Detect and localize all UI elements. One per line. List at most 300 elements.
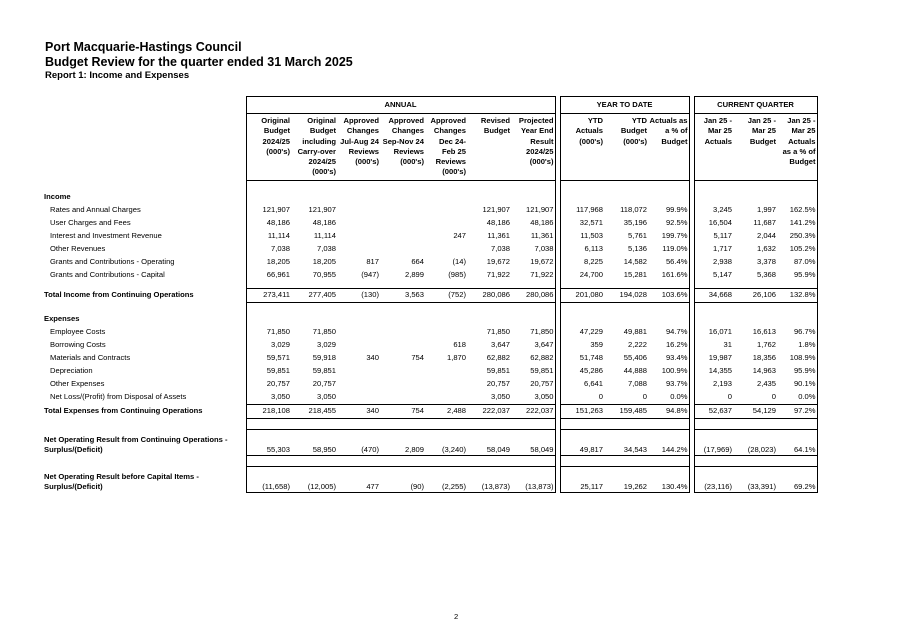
value-cell: (90) [380,466,425,492]
value-cell: 7,088 [627,379,647,389]
net-result-before-capital-row [43,466,817,492]
value-cell: 161.6% [648,269,689,282]
col-header-quarter-2: Jan 25 - Mar 25 Actuals as a % of Budget [777,114,817,181]
row-label: Grants and Contributions - Operating [50,257,175,267]
value-cell: (23,116) [694,466,733,492]
value-cell: 71,922 [486,270,510,280]
value-cell: 222,037 [467,404,511,418]
value-cell: 218,108 [246,404,291,418]
value-cell: (14) [452,257,466,267]
value-cell: 52,637 [694,404,733,418]
empty-cell [511,180,555,191]
value-cell: 11,687 [753,218,776,228]
value-cell [425,378,467,391]
row-label: Grants and Contributions - Capital [50,270,165,280]
empty-cell [694,180,733,191]
row-label [43,429,246,455]
empty-cell [291,313,337,326]
row-label: Materials and Contracts [50,353,131,363]
empty-cell [694,455,733,466]
value-cell: 58,049 [511,429,555,455]
value-cell: (12,005) [291,466,337,492]
value-cell: 144.2% [648,429,689,455]
value-cell: 477 [337,466,380,492]
value-cell: 119.0% [648,243,689,256]
empty-cell [425,302,467,313]
empty-cell [777,191,817,204]
value-cell: 280,086 [511,288,555,302]
empty-cell [380,191,425,204]
empty-cell [777,418,817,429]
value-cell: (947) [361,270,379,280]
value-cell [380,326,425,339]
value-cell: 3,647 [511,339,555,352]
value-cell [337,204,380,217]
value-cell: 48,186 [312,218,336,228]
value-cell: 44,888 [623,366,647,376]
value-cell: 817 [366,257,379,267]
value-cell: 19,987 [694,352,733,365]
value-cell: 95.9% [777,365,817,378]
value-cell: 0 [694,391,733,405]
value-cell: 7,038 [316,244,336,254]
value-cell: 94.7% [648,326,689,339]
value-cell: 51,748 [560,352,604,365]
group-current-quarter: CURRENT QUARTER [694,97,817,114]
value-cell: 69.2% [777,466,817,492]
value-cell: 121,907 [308,205,336,215]
empty-cell [560,302,604,313]
value-cell: 48,186 [486,218,510,228]
value-cell: 5,117 [694,230,733,243]
value-cell [380,217,425,230]
value-cell [380,204,425,217]
value-cell [337,243,380,256]
value-cell: 3,029 [246,339,291,352]
col-header-annual-3: Approved Changes Sep-Nov 24 Reviews (000's) [380,114,425,181]
value-cell: 0 [560,391,604,405]
value-cell: 18,205 [312,257,336,267]
value-cell: 59,571 [246,352,291,365]
total-income-row [43,288,817,302]
table-row [43,378,817,391]
empty-cell [246,313,291,326]
empty-cell [733,418,777,429]
value-cell: 19,262 [604,466,648,492]
value-cell [337,365,380,378]
value-cell: 93.4% [648,352,689,365]
value-cell: 87.0% [777,256,817,269]
col-header-ytd-0: YTD Actuals (000's) [560,114,604,181]
value-cell: 92.5% [648,217,689,230]
value-cell: (11,658) [246,466,291,492]
value-cell: 7,038 [511,243,555,256]
value-cell: 117,968 [560,204,604,217]
value-cell: 7,038 [490,244,510,254]
value-cell: 103.6% [648,288,689,302]
value-cell: 194,028 [604,288,648,302]
value-cell: 1,632 [756,244,776,254]
value-cell: 45,286 [560,365,604,378]
empty-cell [560,180,604,191]
empty-cell [694,302,733,313]
empty-cell [511,313,555,326]
value-cell: 48,186 [246,217,291,230]
empty-cell [467,180,511,191]
table-row [43,391,817,405]
value-cell: 70,955 [312,270,336,280]
row-label: Employee Costs [50,327,106,337]
value-cell: 48,186 [511,217,555,230]
value-cell: 11,503 [560,230,604,243]
value-cell: 59,851 [246,365,291,378]
value-cell [337,339,380,352]
row-label-line2: Surplus/(Deficit) [44,445,103,455]
value-cell: 3,050 [316,392,336,402]
value-cell: 14,963 [752,366,776,376]
value-cell [337,391,380,405]
empty-cell [648,455,689,466]
row-label: Total Income from Continuing Operations [44,290,194,300]
value-cell: 11,361 [487,231,510,241]
value-cell: 59,851 [486,366,510,376]
value-cell [425,391,467,405]
value-cell: 754 [380,404,425,418]
value-cell: 71,850 [511,326,555,339]
empty-cell [604,191,648,204]
value-cell: 58,950 [291,429,337,455]
value-cell [337,217,380,230]
value-cell: 55,303 [246,429,291,455]
value-cell: 71,850 [246,326,291,339]
value-cell [425,365,467,378]
value-cell: 105.2% [777,243,817,256]
value-cell: 6,641 [560,378,604,391]
row-label: Borrowing Costs [50,340,106,350]
value-cell [380,378,425,391]
value-cell: 99.9% [648,204,689,217]
empty-cell [425,313,467,326]
value-cell: 18,356 [752,353,776,363]
empty-cell [337,191,380,204]
empty-cell [604,302,648,313]
value-cell: 5,368 [756,270,776,280]
value-cell: 5,147 [694,269,733,282]
empty-cell [694,313,733,326]
report-council-title: Port Macquarie-Hastings Council [45,40,242,54]
empty-cell [560,191,604,204]
value-cell: 62,882 [511,352,555,365]
value-cell: 59,918 [312,353,336,363]
row-label: Other Revenues [50,244,106,254]
value-cell: 62,882 [486,353,510,363]
value-cell: 2,193 [694,378,733,391]
income-expenses-table [43,96,818,493]
value-cell: 2,809 [380,429,425,455]
value-cell: 1.8% [777,339,817,352]
empty-cell [291,180,337,191]
empty-cell [511,191,555,204]
empty-cell [648,418,689,429]
value-cell: 273,411 [246,288,291,302]
empty-cell [648,313,689,326]
col-header-annual-1: Original Budget including Carry-over 2024/25 (000's) [291,114,337,181]
value-cell: 59,851 [312,366,336,376]
value-cell: 2,938 [694,256,733,269]
value-cell: 14,582 [623,257,647,267]
value-cell: 359 [560,339,604,352]
expenses-heading: Expenses [44,314,80,324]
value-cell: 32,571 [560,217,604,230]
empty-cell [648,180,689,191]
value-cell: (33,391) [733,466,777,492]
value-cell: 250.3% [777,230,817,243]
value-cell: 199.7% [648,230,689,243]
table-row [43,269,817,282]
value-cell: 8,225 [560,256,604,269]
row-spacer [43,180,246,191]
value-cell: 20,757 [486,379,510,389]
empty-cell [337,455,380,466]
value-cell: 3,050 [490,392,510,402]
empty-cell [777,313,817,326]
report-subtitle: Budget Review for the quarter ended 31 March 2025 [45,55,353,69]
value-cell: 15,281 [623,270,647,280]
value-cell: 159,485 [604,404,648,418]
empty-cell [246,455,291,466]
empty-cell [560,455,604,466]
empty-cell [337,313,380,326]
empty-cell [560,418,604,429]
row-label-line1: Net Operating Result before Capital Items - [44,471,199,481]
value-cell: (17,969) [694,429,733,455]
value-cell: (752) [425,288,467,302]
value-cell: 3,563 [380,288,425,302]
value-cell: 2,222 [627,340,647,350]
value-cell [380,339,425,352]
row-label: Interest and Investment Revenue [50,231,162,241]
empty-cell [467,418,511,429]
empty-cell [604,455,648,466]
row-label: Depreciation [50,366,93,376]
empty-cell [291,302,337,313]
value-cell: 49,817 [560,429,604,455]
table-row [43,365,817,378]
value-cell: 18,205 [246,256,291,269]
value-cell: 31 [694,339,733,352]
value-cell [380,365,425,378]
empty-cell [246,418,291,429]
value-cell: (130) [337,288,380,302]
value-cell: 2,899 [404,270,424,280]
row-label: Rates and Annual Charges [50,205,141,215]
empty-cell [291,191,337,204]
col-header-annual-2: Approved Changes Jul-Aug 24 Reviews (000's) [337,114,380,181]
empty-cell [467,313,511,326]
value-cell: 3,050 [511,391,555,405]
row-label: Other Expenses [50,379,105,389]
empty-cell [291,418,337,429]
value-cell: (985) [448,270,466,280]
empty-cell [425,191,467,204]
empty-cell [380,180,425,191]
value-cell: 20,757 [312,379,336,389]
table-row [43,352,817,365]
empty-cell [380,418,425,429]
value-cell [337,378,380,391]
value-cell: (3,240) [425,429,467,455]
table-row [43,326,817,339]
empty-cell [604,180,648,191]
col-header-quarter-1: Jan 25 - Mar 25 Budget [733,114,777,181]
value-cell: 0.0% [648,391,689,405]
total-expenses-row [43,404,817,418]
empty-cell [560,313,604,326]
value-cell: 247 [453,231,466,241]
empty-cell [425,455,467,466]
value-cell: 49,881 [623,327,647,337]
value-cell: 2,488 [425,404,467,418]
value-cell: 664 [411,257,424,267]
value-cell: 16,504 [694,217,733,230]
empty-cell [291,455,337,466]
col-header-ytd-1: YTD Budget (000's) [604,114,648,181]
empty-cell [246,180,291,191]
empty-cell [604,418,648,429]
value-cell: 222,037 [511,404,555,418]
value-cell: 340 [337,404,380,418]
value-cell: 0 [771,392,776,402]
value-cell: 19,672 [486,257,510,267]
table-row [43,204,817,217]
table-row [43,256,817,269]
row-label-line2: Surplus/(Deficit) [44,482,103,492]
value-cell [380,230,425,243]
value-cell: 11,114 [246,230,291,243]
value-cell: (13,873) [467,466,511,492]
value-cell: 132.8% [777,288,817,302]
col-header-ytd-2: Actuals as a % of Budget [648,114,689,181]
value-cell: 64.1% [777,429,817,455]
value-cell: 1,717 [694,243,733,256]
value-cell: 66,961 [246,269,291,282]
empty-cell [511,455,555,466]
empty-cell [733,302,777,313]
empty-cell [694,191,733,204]
value-cell: 26,106 [733,288,777,302]
value-cell: 618 [453,340,466,350]
row-label: Net Loss/(Profit) from Disposal of Assets [50,392,187,402]
value-cell [337,230,380,243]
empty-cell [777,455,817,466]
value-cell: 56.4% [648,256,689,269]
value-cell: 47,229 [560,326,604,339]
empty-cell [733,191,777,204]
value-cell: 0.0% [777,391,817,405]
empty-cell [246,191,291,204]
empty-cell [467,302,511,313]
empty-cell [694,418,733,429]
value-cell: 3,029 [316,340,336,350]
value-cell: 94.8% [648,404,689,418]
table-row [43,243,817,256]
empty-cell [337,180,380,191]
value-cell: 58,049 [467,429,511,455]
empty-cell [337,302,380,313]
value-cell: 754 [411,353,424,363]
empty-cell [777,302,817,313]
col-header-annual-4: Approved Changes Dec 24- Feb 25 Reviews (000's) [425,114,467,181]
value-cell: 121,907 [246,204,291,217]
value-cell: 16.2% [648,339,689,352]
value-cell: 11,114 [313,231,336,241]
value-cell: 121,907 [482,205,510,215]
row-label: Total Expenses from Continuing Operations [44,406,203,416]
value-cell: 20,757 [511,378,555,391]
empty-cell [425,180,467,191]
empty-cell [380,302,425,313]
net-operating-result-row [43,429,817,455]
value-cell: 100.9% [648,365,689,378]
value-cell: 201,080 [560,288,604,302]
report-name: Report 1: Income and Expenses [45,70,190,81]
value-cell: 71,850 [312,327,336,337]
empty-cell [511,302,555,313]
value-cell: 1,870 [446,353,466,363]
value-cell: 162.5% [777,204,817,217]
row-spacer [43,302,246,313]
empty-cell [467,191,511,204]
table-row [43,217,817,230]
row-spacer [43,418,246,429]
value-cell: 118,072 [620,205,647,215]
value-cell: 35,196 [623,218,647,228]
value-cell: 2,044 [756,231,776,241]
value-cell: 5,136 [627,244,647,254]
empty-cell [467,455,511,466]
col-header-annual-0: Original Budget 2024/25 (000's) [246,114,291,181]
income-heading: Income [44,192,71,202]
empty-cell [337,418,380,429]
col-header-annual-5: Revised Budget [467,114,511,181]
value-cell: 14,355 [694,365,733,378]
col-header-annual-6: Projected Year End Result 2024/25 (000's) [511,114,555,181]
empty-cell [733,180,777,191]
value-cell: 277,405 [291,288,337,302]
value-cell: 95.9% [777,269,817,282]
empty-cell [733,455,777,466]
value-cell: (28,023) [733,429,777,455]
value-cell: 24,700 [560,269,604,282]
table-row [43,339,817,352]
value-cell: 19,672 [511,256,555,269]
value-cell: 71,922 [511,269,555,282]
empty-cell [380,455,425,466]
value-cell [425,204,467,217]
value-cell [425,326,467,339]
value-cell [425,243,467,256]
value-cell: (13,873) [511,466,555,492]
empty-cell [380,313,425,326]
value-cell: 280,086 [467,288,511,302]
value-cell: 3,647 [490,340,510,350]
page-number: 2 [454,612,459,621]
value-cell: 0 [642,392,647,402]
value-cell: 130.4% [648,466,689,492]
empty-cell [777,180,817,191]
empty-cell [648,191,689,204]
value-cell: 340 [366,353,379,363]
